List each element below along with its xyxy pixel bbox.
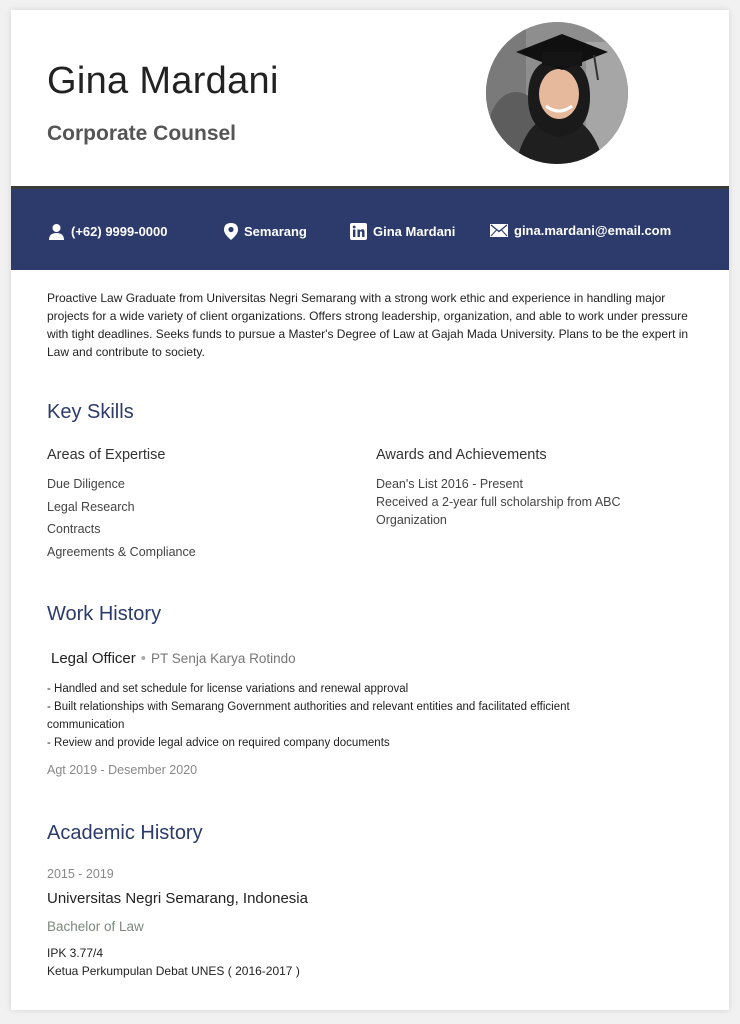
list-item: Due Diligence — [47, 477, 125, 491]
location-text: Semarang — [244, 224, 307, 239]
list-item: Contracts — [47, 522, 101, 536]
list-item: Legal Research — [47, 499, 135, 514]
job-duties-list — [47, 680, 647, 752]
degree-name: Bachelor of Law — [47, 919, 144, 934]
linkedin-icon — [350, 223, 367, 240]
awards-heading: Awards and Achievements — [376, 447, 547, 463]
list-item: - Handled and set schedule for license variations and renewal approval — [47, 683, 409, 695]
areas-of-expertise-heading: Areas of Expertise — [47, 447, 166, 463]
academic-years: 2015 - 2019 — [47, 867, 114, 881]
expertise-list — [47, 473, 196, 563]
person-icon — [48, 223, 65, 240]
email-text: gina.mardani@email.com — [514, 223, 672, 238]
university-name: Universitas Negri Semarang, Indonesia — [47, 890, 308, 907]
activity-text: Ketua Perkumpulan Debat UNES ( 2016-2017 ) — [47, 964, 300, 978]
list-item: Agreements & Compliance — [47, 544, 196, 559]
graduate-portrait-image — [486, 22, 628, 164]
list-item: - Built relationships with Semarang Government authorities and relevant entities and facilitated efficient communication — [47, 701, 570, 731]
contact-phone — [48, 223, 168, 240]
academic-history-heading: Academic History — [47, 822, 203, 844]
job-company: PT Senja Karya Rotindo — [151, 651, 296, 666]
contact-email[interactable] — [490, 223, 671, 238]
contact-bar — [11, 186, 729, 270]
list-item: Received a 2-year full scholarship from ABC Organization — [376, 495, 621, 527]
linkedin-text: Gina Mardani — [373, 224, 456, 239]
profile-photo — [486, 22, 628, 164]
contact-location — [224, 223, 307, 240]
candidate-name: Gina Mardani — [47, 60, 279, 102]
gpa-text: IPK 3.77/4 — [47, 946, 104, 960]
job-title: Legal Officer — [51, 650, 136, 667]
phone-number: (+62) 9999-0000 — [71, 224, 168, 239]
resume-page — [11, 10, 729, 1010]
job-separator: • — [140, 650, 147, 667]
job-period: Agt 2019 - Desember 2020 — [47, 763, 198, 777]
location-pin-icon — [224, 223, 238, 240]
list-item: Dean's List 2016 - Present — [376, 477, 523, 491]
key-skills-heading: Key Skills — [47, 401, 134, 423]
candidate-role: Corporate Counsel — [47, 122, 237, 145]
email-icon — [490, 224, 508, 237]
contact-linkedin[interactable] — [350, 223, 455, 240]
job-header — [51, 650, 296, 667]
list-item: - Review and provide legal advice on required company documents — [47, 737, 390, 749]
awards-list — [376, 475, 646, 529]
profile-summary: Proactive Law Graduate from Universitas Negri Semarang with a strong work ethic and experience in handling major projects for a wide variety of client organizations. Offers strong leadership, organization, and able to work under pressure with tight deadlines. Seeks funds to pursue a Master's Degree of Law at Gajah Mada University. Plans to be the expert in Law and contribute to society. — [47, 291, 689, 359]
work-history-heading: Work History — [47, 603, 162, 625]
